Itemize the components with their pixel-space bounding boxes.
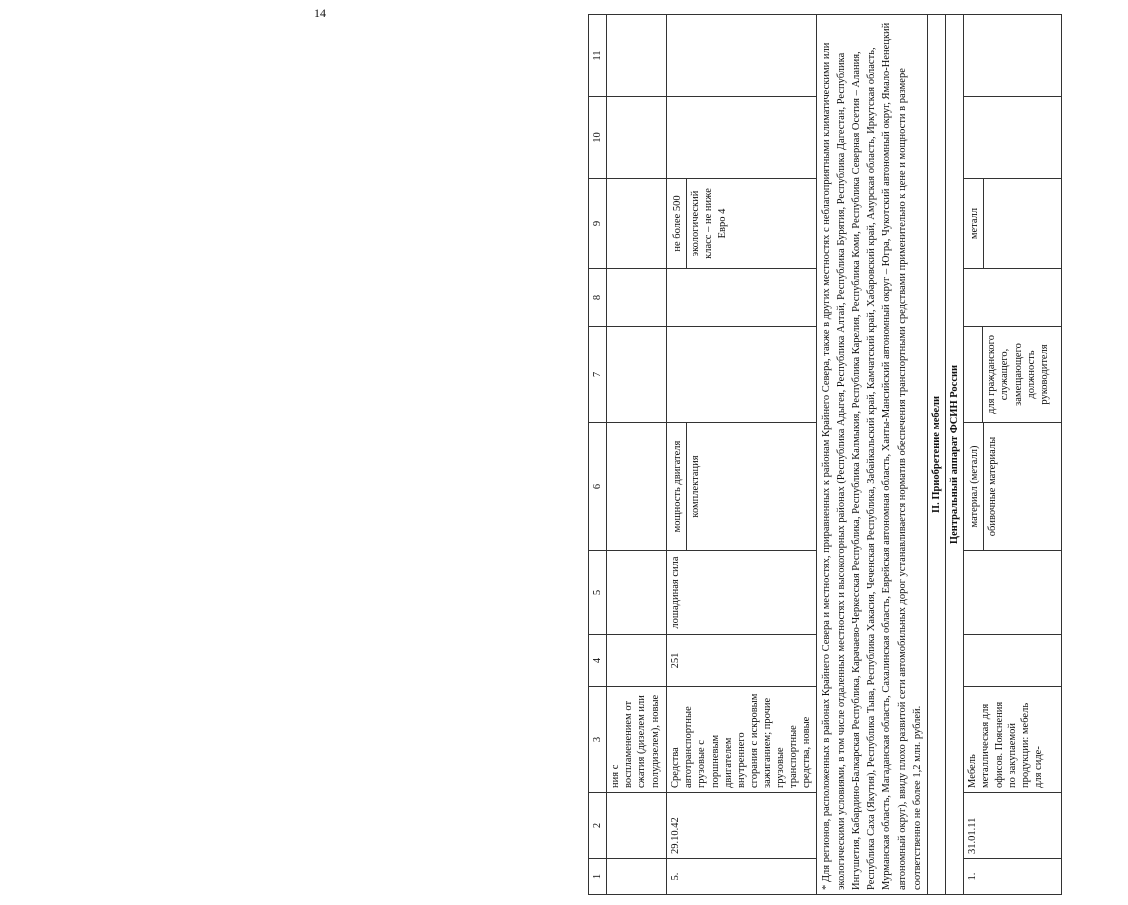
col8-value: [667, 269, 816, 327]
table-row: [964, 15, 1062, 895]
col11-value: [667, 15, 816, 97]
value-cell: [667, 179, 816, 269]
rotated-table-container: [588, 15, 1128, 895]
okei-code: 251: [667, 635, 816, 687]
col11-value: [964, 15, 1062, 97]
col8-value: [607, 269, 667, 327]
header-col-8: 8: [589, 269, 607, 327]
header-col-9: 9: [589, 179, 607, 269]
unit-name: [607, 551, 667, 635]
unit-name: лошадиная сила: [667, 551, 816, 635]
characteristic-upholstery: обивочные материалы: [983, 423, 1001, 550]
header-col-3: 3: [589, 687, 607, 793]
col7-value: [607, 327, 667, 423]
page-number: 14: [314, 6, 326, 20]
section-title: II. Приобретение мебели: [928, 15, 946, 895]
table-row: [607, 15, 667, 895]
footnote-row: [816, 15, 928, 895]
position-cell: [964, 327, 1062, 423]
characteristic-cell: [964, 423, 1062, 551]
header-col-6: 6: [589, 423, 607, 551]
value-material: металл: [969, 207, 981, 240]
value-eco-class: экологический класс – не ниже Евро 4: [686, 179, 730, 268]
col9-value: [607, 179, 667, 269]
header-col-1: 1: [589, 859, 607, 895]
item-name: Мебель металлическая для офисов. Пояснения по закупаемой продукции: мебель для сиде-: [964, 687, 1062, 793]
header-col-10: 10: [589, 97, 607, 179]
section-subtitle: Центральный аппарат ФСИН России: [946, 15, 964, 895]
col10-value: [667, 97, 816, 179]
okei-code: [607, 635, 667, 687]
col8-value: [964, 269, 1062, 327]
header-col-4: 4: [589, 635, 607, 687]
value-empty: [983, 179, 1000, 268]
footnote-text: * Для регионов, расположенных в районах Крайнего Севера и местностях, приравненных к районам Крайнего Севера, также в других местностях с неблагоприятными климатическими или экологическими условиями, в том числе отдаленных местностях и высокогорных районах (Республика Адыгея, Республика Алтай, Республика Бурятия, Республика Дагестан, Республика Ингушетия, Кабардино-Балкарская Республика, Карачаево-Черкесская Республика, Республика Калмыкия, Республика Карелия, Республика Коми, Республика Северная Осетия – Алания, Республика Саха (Якутия), Республика Тыва, Республика Хакасия, Чеченская Республика, Забайкальский край, Камчатский край, Хабаровский край, Амурская область, Иркутская область, Мурманская область, Магаданская область, Сахалинская область, Еврейская автономная область, Ханты-Мансийский автономный округ – Югра, Чукотский автономный округ, Ямало-Ненецкий автономный округ), ввиду плохо развитой сети автомобильных дорог устанавливается норматив обеспечения транспортными средствами применительно к цене и мощности в размере соответственно не более 1,2 млн. рублей.: [816, 15, 928, 895]
header-col-7: 7: [589, 327, 607, 423]
header-col-2: 2: [589, 793, 607, 859]
header-col-11: 11: [589, 15, 607, 97]
okei-code: [964, 635, 1062, 687]
okpd-code: [607, 793, 667, 859]
item-name: Средства автотранспортные грузовые с поршневым двигателем внутреннего сгорания с искровым зажиганием; прочие грузовые транспортные средства, новые: [667, 687, 816, 793]
procurement-table: [588, 14, 1062, 895]
col7-value: [667, 327, 816, 423]
col10-value: [964, 97, 1062, 179]
row-number: 5.: [667, 859, 816, 895]
characteristic-cell: [667, 423, 816, 551]
value-power-limit: не более 500: [672, 195, 684, 252]
okpd-code: 29.10.42: [667, 793, 816, 859]
position-empty: [966, 331, 982, 418]
position-description: для гражданского служащего, замещающего должность руководителя: [982, 327, 1053, 422]
okpd-code: 31.01.11: [964, 793, 1062, 859]
characteristic: [607, 423, 667, 551]
unit-name: [964, 551, 1062, 635]
row-number: [607, 859, 667, 895]
characteristic-power: мощность двигателя: [672, 440, 684, 533]
characteristic-material: материал (металл): [969, 445, 981, 528]
header-row: [589, 15, 607, 895]
item-name: ния с воспламенением от сжатия (дизелем или полудизелем), новые: [607, 687, 667, 793]
characteristic-equipment: комплектация: [686, 423, 704, 550]
table-row: [667, 15, 816, 895]
section-title-row: [928, 15, 946, 895]
value-cell: [964, 179, 1062, 269]
col10-value: [607, 97, 667, 179]
col11-value: [607, 15, 667, 97]
header-col-5: 5: [589, 551, 607, 635]
section-subtitle-row: [946, 15, 964, 895]
row-number: 1.: [964, 859, 1062, 895]
